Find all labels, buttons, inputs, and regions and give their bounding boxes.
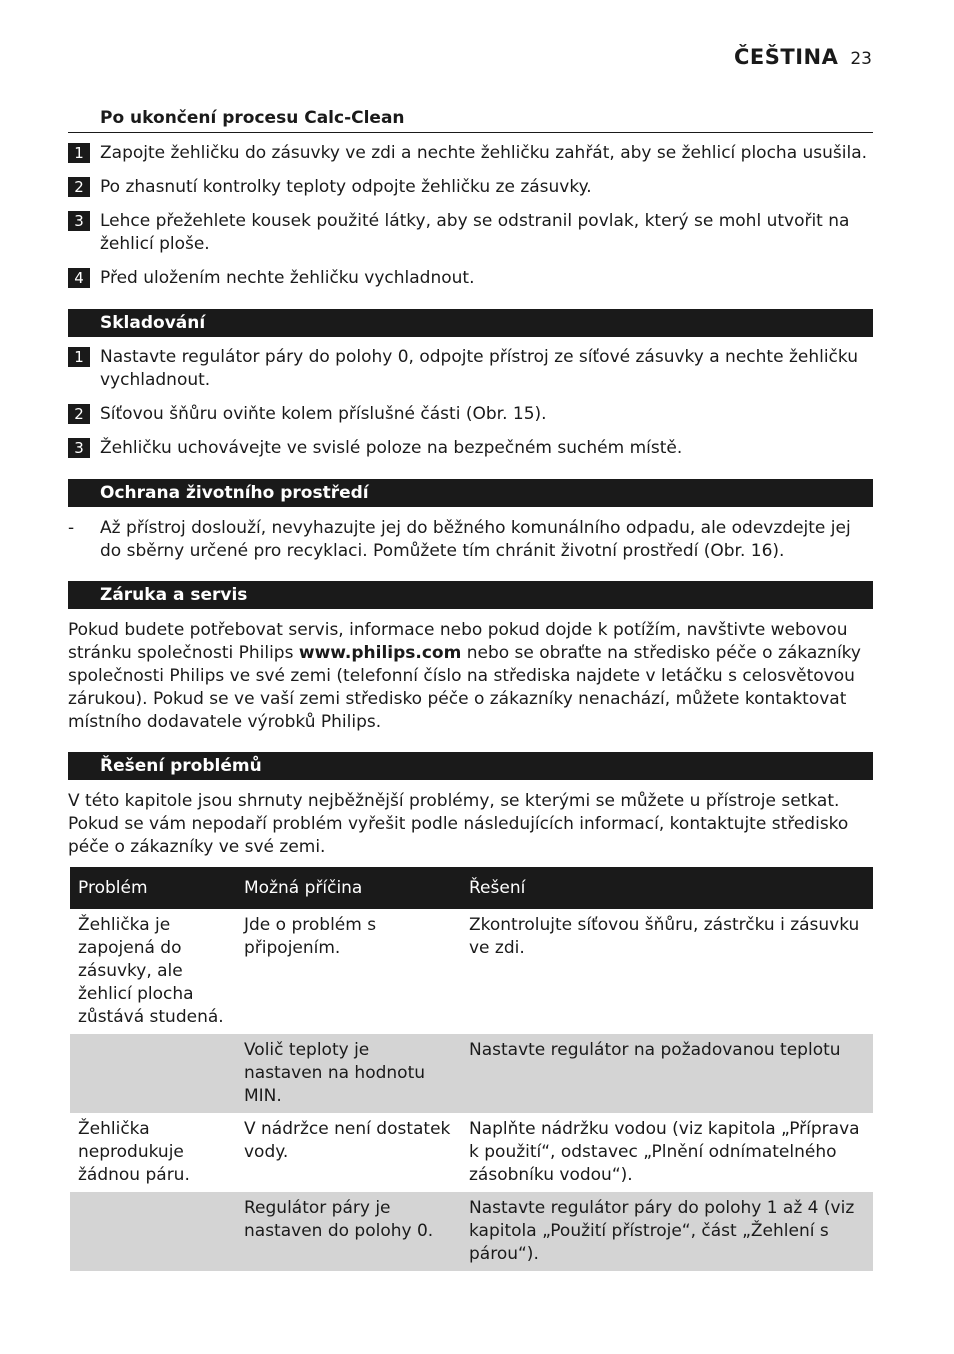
page-number: 23: [850, 49, 872, 69]
environment-bullet: [68, 517, 873, 563]
cell-solution: Nastavte regulátor páry do polohy 1 až 4 (viz kapitola „Použití přístroje“, část „Žehlení s párou“).: [461, 1192, 873, 1271]
cell-solution: Naplňte nádržku vodou (viz kapitola „Příprava k použití“, odstavec „Plnění odnímatelného zásobníku vodou“).: [469, 1119, 860, 1185]
environment-text: Až přístroj doslouží, nevyhazujte jej do běžného komunálního odpadu, ale odevzdejte jej do sběrny určené pro recyklaci. Pomůžete tím chránit životní prostředí (Obr. 16).: [100, 518, 851, 561]
step-number: 4: [68, 268, 90, 288]
cell-problem: [70, 1034, 236, 1113]
storage-step: [68, 403, 873, 426]
step-text: Nastavte regulátor páry do polohy 0, odpojte přístroj ze síťové zásuvky a nechte žehličku vychladnout.: [100, 347, 858, 390]
after-calc-clean-heading: Po ukončení procesu Calc-Clean: [68, 107, 873, 133]
troubleshooting-table: [70, 867, 873, 1271]
column-header-solution: Řešení: [461, 867, 873, 909]
warranty-paragraph: [68, 619, 873, 734]
warranty-heading: Záruka a servis: [68, 581, 873, 609]
step-text: Zapojte žehličku do zásuvky ve zdi a nechte žehličku zahřát, aby se žehlicí plocha usušila.: [100, 143, 868, 163]
step-number: 2: [68, 177, 90, 197]
step-number: 3: [68, 438, 90, 458]
step-text: Síťovou šňůru oviňte kolem příslušné části (Obr. 15).: [100, 404, 547, 424]
language-label: ČEŠTINA: [734, 45, 839, 69]
bullet-dash: -: [68, 518, 75, 538]
step-text: Po zhasnutí kontrolky teploty odpojte žehličku ze zásuvky.: [100, 177, 592, 197]
after-calc-step: [68, 267, 873, 290]
cell-cause: Jde o problém s připojením.: [244, 915, 377, 958]
table-row: [70, 909, 873, 1034]
troubleshooting-heading: Řešení problémů: [68, 752, 873, 780]
table-row: [70, 1192, 873, 1271]
environment-heading: Ochrana životního prostředí: [68, 479, 873, 507]
step-number: 1: [68, 347, 90, 367]
table-header-row: [70, 867, 873, 909]
cell-cause: Regulátor páry je nastaven do polohy 0.: [236, 1192, 461, 1271]
cell-problem: Žehlička neprodukuje žádnou páru.: [78, 1119, 190, 1185]
after-calc-step: [68, 142, 873, 165]
cell-problem: [70, 1192, 236, 1271]
step-number: 1: [68, 143, 90, 163]
page-header: [734, 46, 872, 71]
philips-website-link[interactable]: www.philips.com: [298, 643, 462, 663]
warranty-text-before: Pokud budete potřebovat servis, informace nebo pokud dojde k potížím, navštivte webovou stránku společnosti Philips: [68, 620, 848, 663]
step-text: Před uložením nechte žehličku vychladnout.: [100, 268, 475, 288]
table-row: [70, 1034, 873, 1113]
troubleshooting-intro: V této kapitole jsou shrnuty nejběžnější problémy, se kterými se můžete u přístroje setkat. Pokud se vám nepodaří problém vyřešit podle následujících informací, kontaktujte středisko péče o zákazníky ve své zemi.: [68, 791, 849, 857]
after-calc-step: [68, 176, 873, 199]
step-number: 2: [68, 404, 90, 424]
column-header-cause: Možná příčina: [236, 867, 461, 909]
column-header-problem: Problém: [70, 867, 236, 909]
step-number: 3: [68, 211, 90, 231]
cell-cause: V nádržce není dostatek vody.: [244, 1119, 451, 1162]
after-calc-step: [68, 210, 873, 256]
storage-heading: Skladování: [68, 309, 873, 337]
cell-solution: Zkontrolujte síťovou šňůru, zástrčku i zásuvku ve zdi.: [469, 915, 860, 958]
storage-step: [68, 346, 873, 392]
step-text: Lehce přežehlete kousek použité látky, aby se odstranil povlak, který se mohl utvořit na žehlicí ploše.: [100, 211, 850, 254]
cell-cause: Volič teploty je nastaven na hodnotu MIN.: [236, 1034, 461, 1113]
warranty-text-after: nebo se obraťte na středisko péče o zákazníky společnosti Philips ve své zemi (telefonní číslo na střediska najdete v letáčku s celosvětovou zárukou). Pokud se ve vaší zemi středisko péče o zákazníky nenachází, můžete kontaktovat místního dodavatele výrobků Philips.: [68, 643, 861, 732]
step-text: Žehličku uchovávejte ve svislé poloze na bezpečném suchém místě.: [100, 438, 683, 458]
storage-step: [68, 437, 873, 460]
cell-solution: Nastavte regulátor na požadovanou teplotu: [461, 1034, 873, 1113]
table-row: [70, 1113, 873, 1192]
cell-problem: Žehlička je zapojená do zásuvky, ale žehlicí plocha zůstává studená.: [78, 915, 224, 1027]
